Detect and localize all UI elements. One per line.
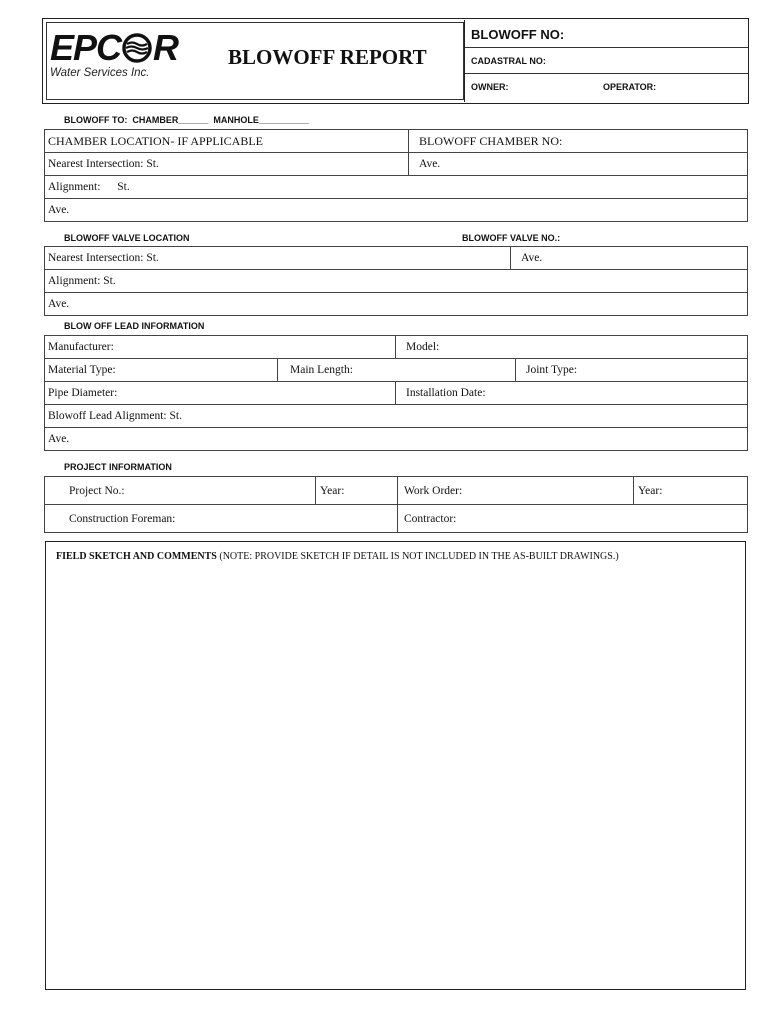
divider [465, 47, 748, 48]
construction-foreman-field[interactable]: Construction Foreman: [45, 505, 398, 533]
table-row [45, 336, 748, 359]
table-row [45, 428, 748, 451]
valve-avenue-field[interactable]: Ave. [511, 247, 748, 270]
cadastral-no-label: CADASTRAL NO: [471, 56, 546, 66]
logo-text-left: EPC [50, 27, 122, 68]
operator-label: OPERATOR: [603, 82, 657, 92]
epcor-logo [50, 27, 179, 79]
logo-globe-icon [122, 33, 152, 63]
model-field[interactable]: Model: [396, 336, 748, 359]
sketch-note: (NOTE: PROVIDE SKETCH IF DETAIL IS NOT INCLUDED IN THE AS-BUILT DRAWINGS.) [216, 551, 619, 562]
lead-info-table [44, 335, 748, 451]
project-no-field[interactable]: Project No.: [45, 477, 316, 505]
chamber-no-field[interactable]: BLOWOFF CHAMBER NO: [409, 130, 748, 153]
table-row [45, 382, 748, 405]
material-type-field[interactable]: Material Type: [45, 359, 278, 382]
table-row [45, 405, 748, 428]
lead-info-title: BLOW OFF LEAD INFORMATION [64, 321, 205, 331]
alignment-label: Alignment: [48, 181, 101, 193]
nearest-intersection-field[interactable]: Nearest Intersection: St. [45, 153, 409, 176]
manufacturer-field[interactable]: Manufacturer: [45, 336, 396, 359]
project-year-field[interactable]: Year: [316, 477, 398, 505]
project-info-title: PROJECT INFORMATION [64, 462, 172, 472]
table-row [45, 293, 748, 316]
chamber-location-table [44, 129, 748, 222]
joint-type-field[interactable]: Joint Type: [516, 359, 748, 382]
valve-alignment-avenue-field[interactable]: Ave. [45, 293, 748, 316]
table-row [45, 505, 748, 533]
table-row [45, 270, 748, 293]
avenue-field[interactable]: Ave. [409, 153, 748, 176]
alignment-field[interactable] [45, 176, 748, 199]
blowoff-no-label: BLOWOFF NO: [471, 27, 565, 42]
project-info-table [44, 476, 748, 533]
valve-alignment-field[interactable]: Alignment: St. [45, 270, 748, 293]
table-row [45, 247, 748, 270]
sketch-heading [56, 551, 619, 562]
blowoff-to-label: BLOWOFF TO: CHAMBER______ MANHOLE__________ [64, 115, 309, 125]
pipe-diameter-field[interactable]: Pipe Diameter: [45, 382, 396, 405]
alignment-street-label: St. [117, 181, 130, 193]
valve-no-label: BLOWOFF VALVE NO.: [462, 233, 561, 243]
table-row [45, 176, 748, 199]
installation-date-field[interactable]: Installation Date: [396, 382, 748, 405]
divider [465, 73, 748, 74]
report-title: BLOWOFF REPORT [228, 45, 427, 69]
owner-label: OWNER: [471, 82, 509, 92]
lead-alignment-field[interactable]: Blowoff Lead Alignment: St. [45, 405, 748, 428]
alignment-avenue-field[interactable]: Ave. [45, 199, 748, 222]
table-row [45, 199, 748, 222]
contractor-field[interactable]: Contractor: [398, 505, 748, 533]
table-row [45, 477, 748, 505]
valve-nearest-intersection-field[interactable]: Nearest Intersection: St. [45, 247, 511, 270]
header-fields-box [464, 20, 748, 102]
table-row [45, 130, 748, 153]
table-row [45, 359, 748, 382]
chamber-location-label: CHAMBER LOCATION- IF APPLICABLE [45, 130, 409, 153]
logo-subtitle: Water Services Inc. [50, 67, 150, 79]
lead-alignment-avenue-field[interactable]: Ave. [45, 428, 748, 451]
field-sketch-area[interactable] [45, 541, 746, 990]
valve-location-title: BLOWOFF VALVE LOCATION [64, 233, 190, 243]
table-row [45, 153, 748, 176]
work-order-field[interactable]: Work Order: [398, 477, 634, 505]
sketch-title: FIELD SKETCH AND COMMENTS [56, 551, 217, 562]
logo-text-right: R [153, 27, 179, 68]
work-order-year-field[interactable]: Year: [634, 477, 748, 505]
main-length-field[interactable]: Main Length: [278, 359, 516, 382]
valve-location-table [44, 246, 748, 316]
